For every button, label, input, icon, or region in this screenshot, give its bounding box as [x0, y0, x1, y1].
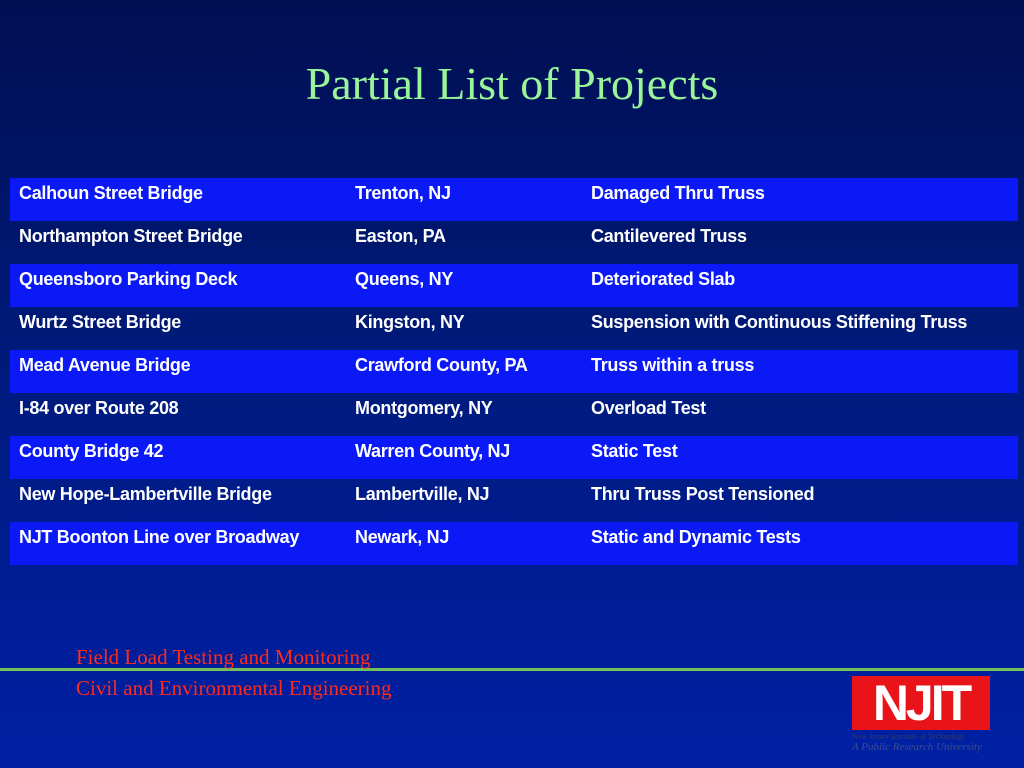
- project-location: Kingston, NY: [355, 312, 465, 332]
- table-row: [10, 436, 1018, 479]
- project-type: Damaged Thru Truss: [591, 183, 765, 203]
- project-name: Northampton Street Bridge: [19, 226, 243, 246]
- project-name: Queensboro Parking Deck: [19, 269, 238, 289]
- project-type: Truss within a truss: [591, 355, 755, 375]
- njit-tagline: A Public Research University: [852, 741, 982, 753]
- project-name: New Hope-Lambertville Bridge: [19, 484, 272, 504]
- project-location: Lambertville, NJ: [355, 484, 490, 504]
- project-type: Suspension with Continuous Stiffening Truss: [591, 312, 968, 332]
- project-location: Trenton, NJ: [355, 183, 451, 203]
- project-location: Easton, PA: [355, 226, 446, 246]
- project-name: Mead Avenue Bridge: [19, 355, 191, 375]
- project-name: County Bridge 42: [19, 441, 164, 461]
- njit-logo: [852, 676, 1012, 764]
- footer-line-2: Civil and Environmental Engineering: [76, 676, 392, 700]
- table-row: [10, 307, 1018, 350]
- project-location: Montgomery, NY: [355, 398, 493, 418]
- footer-line-1: Field Load Testing and Monitoring: [76, 645, 371, 669]
- project-name: NJT Boonton Line over Broadway: [19, 527, 300, 547]
- project-location: Newark, NJ: [355, 527, 450, 547]
- njit-institute-name: New Jersey Institute of Technology: [852, 732, 966, 741]
- project-location: Crawford County, PA: [355, 355, 528, 375]
- project-type: Overload Test: [591, 398, 706, 418]
- slide-title: Partial List of Projects: [305, 58, 719, 109]
- table-row: [10, 522, 1018, 565]
- table-row: [10, 479, 1018, 522]
- table-row: [10, 350, 1018, 393]
- project-type: Deteriorated Slab: [591, 269, 735, 289]
- project-name: I-84 over Route 208: [19, 398, 179, 418]
- table-row: [10, 221, 1018, 264]
- project-name: Calhoun Street Bridge: [19, 183, 203, 203]
- project-location: Queens, NY: [355, 269, 454, 289]
- project-table: [10, 178, 1018, 565]
- project-type: Static Test: [591, 441, 678, 461]
- project-location: Warren County, NJ: [355, 441, 510, 461]
- project-type: Cantilevered Truss: [591, 226, 747, 246]
- project-type: Static and Dynamic Tests: [591, 527, 801, 547]
- project-type: Thru Truss Post Tensioned: [591, 484, 815, 504]
- njit-logo-mark: NJIT: [852, 676, 990, 730]
- table-row: [10, 178, 1018, 221]
- footer-text: [76, 642, 392, 704]
- project-name: Wurtz Street Bridge: [19, 312, 181, 332]
- table-row: [10, 393, 1018, 436]
- table-row: [10, 264, 1018, 307]
